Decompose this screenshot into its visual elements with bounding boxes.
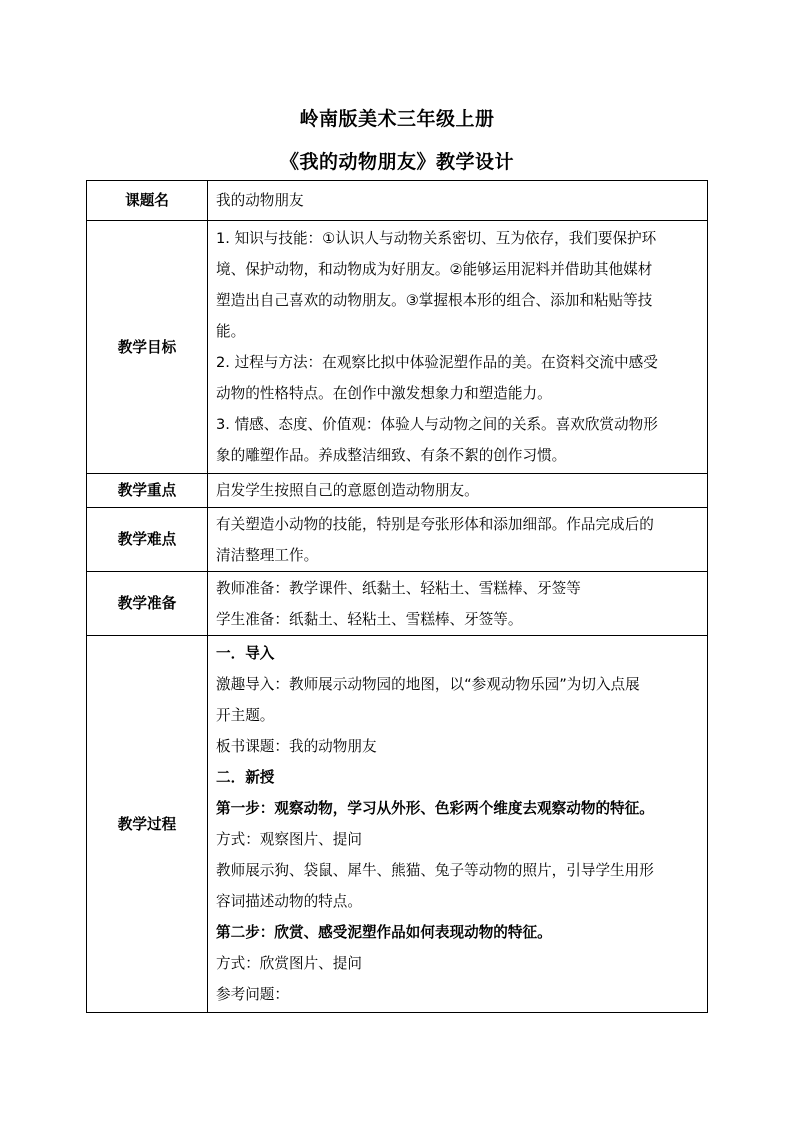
process-heading: 二．新授 <box>216 769 275 786</box>
goals-line: 2. 过程与方法：在观察比拟中体验泥塑作品的美。在资料交流中感受 <box>216 354 658 371</box>
process-line: 方式：欣赏图片、提问 <box>216 955 362 972</box>
goals-line: 3. 情感、态度、价值观：体验人与动物之间的关系。喜欢欣赏动物形 <box>216 416 658 433</box>
value-difficulty <box>208 508 708 572</box>
process-line: 容词描述动物的特点。 <box>216 893 362 910</box>
document-title: 岭南版美术三年级上册 <box>299 108 495 130</box>
label-process: 教学过程 <box>87 636 208 1013</box>
label-preparation: 教学准备 <box>87 572 208 636</box>
table-row-process <box>87 636 708 1013</box>
preparation-line: 教师准备：教学课件、纸黏土、轻粘土、雪糕棒、牙签等 <box>216 579 581 597</box>
value-preparation <box>208 572 708 636</box>
table-row-goals <box>87 221 708 474</box>
label-topic: 课题名 <box>87 181 208 221</box>
goals-line: 动物的性格特点。在创作中激发想象力和塑造能力。 <box>216 385 552 402</box>
process-line: 教师展示狗、袋鼠、犀牛、熊猫、兔子等动物的照片，引导学生用形 <box>216 862 654 879</box>
lesson-plan-table <box>86 180 708 1013</box>
goals-line: 塑造出自己喜欢的动物朋友。③掌握根本形的组合、添加和粘贴等技 <box>216 292 653 309</box>
goals-line: 能。 <box>216 323 246 340</box>
table-row-topic <box>87 181 708 221</box>
table-row-difficulty <box>87 508 708 572</box>
preparation-line: 学生准备：纸黏土、轻粘土、雪糕棒、牙签等。 <box>216 610 523 628</box>
process-line: 参考问题： <box>216 986 289 1003</box>
value-process <box>208 636 708 1013</box>
table-row-key-point <box>87 474 708 508</box>
label-goals: 教学目标 <box>87 221 208 474</box>
document-subtitle: 《我的动物朋友》教学设计 <box>279 151 514 173</box>
goals-line: 1. 知识与技能：①认识人与动物关系密切、互为依存，我们要保护环 <box>216 230 657 247</box>
process-line: 板书课题：我的动物朋友 <box>216 738 377 755</box>
process-line: 方式：观察图片、提问 <box>216 831 362 848</box>
value-goals <box>208 221 708 474</box>
process-heading: 一．导入 <box>216 645 275 662</box>
process-line: 激趣导入：教师展示动物园的地图，以“参观动物乐园”为切入点展 <box>216 676 640 693</box>
difficulty-line: 清洁整理工作。 <box>216 546 319 564</box>
process-step: 第二步：欣赏、感受泥塑作品如何表现动物的特征。 <box>216 924 552 941</box>
table-row-preparation <box>87 572 708 636</box>
goals-line: 象的雕塑作品。养成整洁细致、有条不絮的创作习惯。 <box>216 447 567 464</box>
label-difficulty: 教学难点 <box>87 508 208 572</box>
value-key-point: 启发学生按照自己的意愿创造动物朋友。 <box>208 474 708 508</box>
process-line: 开主题。 <box>216 707 275 724</box>
value-topic: 我的动物朋友 <box>208 181 708 221</box>
process-step: 第一步：观察动物，学习从外形、色彩两个维度去观察动物的特征。 <box>216 800 654 817</box>
label-key-point: 教学重点 <box>87 474 208 508</box>
difficulty-line: 有关塑造小动物的技能，特别是夸张形体和添加细部。作品完成后的 <box>216 515 654 533</box>
goals-line: 境、保护动物，和动物成为好朋友。②能够运用泥料并借助其他媒材 <box>216 261 653 278</box>
